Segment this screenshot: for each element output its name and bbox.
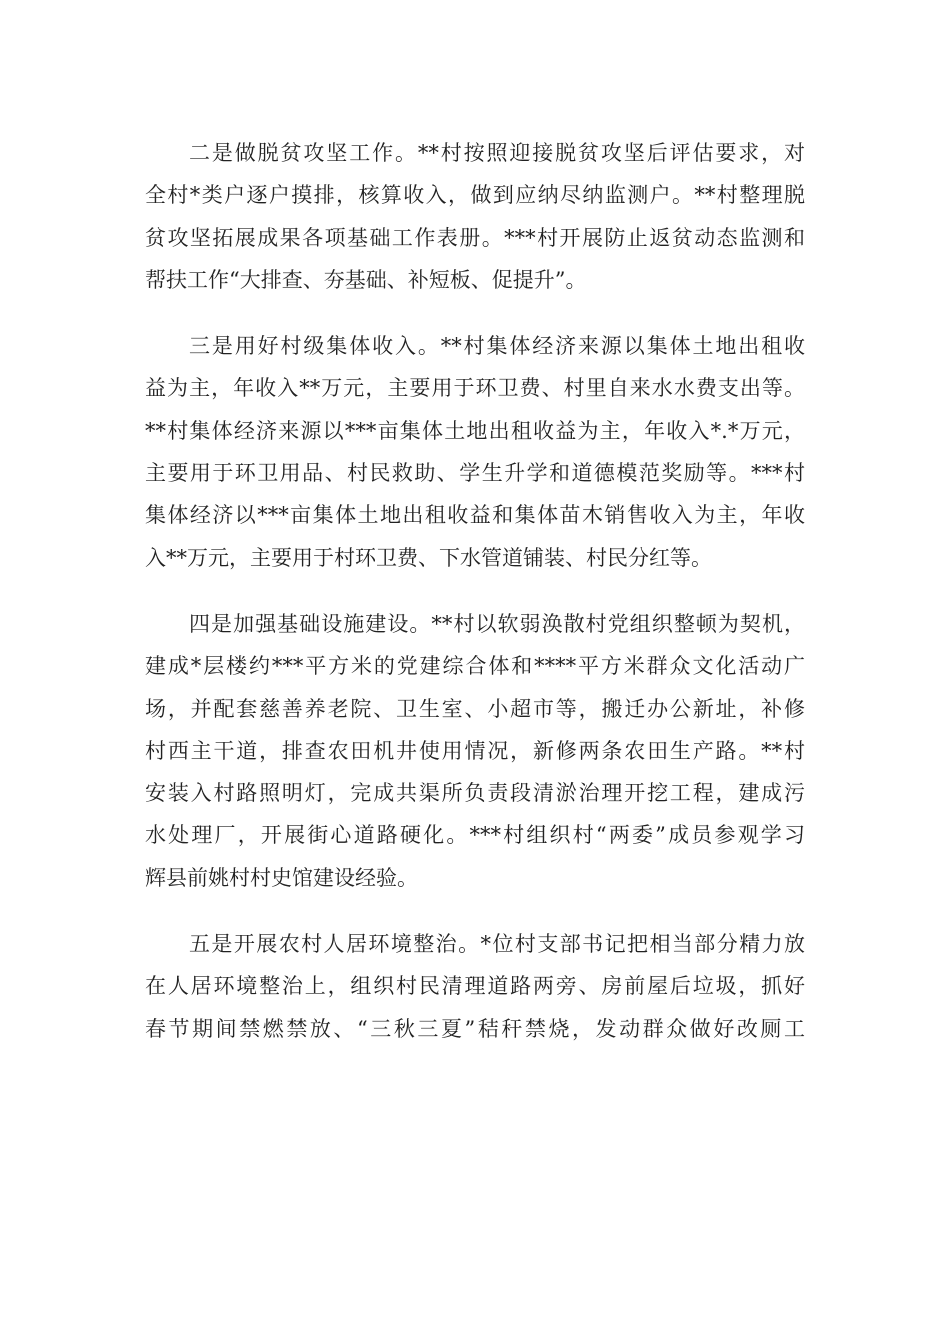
text-line: 水处理厂，开展街心道路硬化。***村组织村“两委”成员参观学习 xyxy=(145,823,805,848)
document-body xyxy=(145,132,805,1074)
text-line: 春节期间禁燃禁放、“三秋三夏”秸秆禁烧，发动群众做好改厕工 xyxy=(145,1016,805,1041)
paragraph-living-environment xyxy=(145,923,805,1050)
text-line: 贫攻坚拓展成果各项基础工作表册。***村开展防止返贫动态监测和 xyxy=(145,225,805,250)
text-line: 五是开展农村人居环境整治。*位村支部书记把相当部分精力放 xyxy=(189,932,805,957)
text-line: 三是用好村级集体收入。**村集体经济来源以集体土地出租收 xyxy=(189,334,805,359)
text-line: 益为主，年收入**万元，主要用于环卫费、村里自来水水费支出等。 xyxy=(145,376,805,401)
text-line: **村集体经济来源以***亩集体土地出租收益为主，年收入*.*万元， xyxy=(145,418,805,443)
text-line: 建成*层楼约***平方米的党建综合体和****平方米群众文化活动广 xyxy=(145,654,805,679)
paragraph-collective-income xyxy=(145,325,805,579)
text-line: 四是加强基础设施建设。**村以软弱涣散村党组织整顿为契机， xyxy=(189,611,805,636)
text-line: 村西主干道，排查农田机井使用情况，新修两条农田生产路。**村 xyxy=(145,738,805,763)
text-line: 在人居环境整治上，组织村民清理道路两旁、房前屋后垃圾，抓好 xyxy=(145,974,805,999)
text-line: 入**万元，主要用于村环卫费、下水管道铺装、村民分红等。 xyxy=(145,545,712,570)
text-line: 主要用于环卫用品、村民救助、学生升学和道德模范奖励等。***村 xyxy=(145,461,805,486)
text-line: 全村*类户逐户摸排，核算收入，做到应纳尽纳监测户。**村整理脱 xyxy=(145,183,805,208)
text-line: 安装入村路照明灯，完成共渠所负责段清淤治理开挖工程，建成污 xyxy=(145,781,805,806)
text-line: 场，并配套慈善养老院、卫生室、小超市等，搬迁办公新址，补修 xyxy=(145,696,805,721)
paragraph-infrastructure xyxy=(145,603,805,899)
text-line: 二是做脱贫攻坚工作。**村按照迎接脱贫攻坚后评估要求，对 xyxy=(189,141,805,165)
text-line: 集体经济以***亩集体土地出租收益和集体苗木销售收入为主，年收 xyxy=(145,503,805,528)
text-line: 辉县前姚村村史馆建设经验。 xyxy=(145,865,418,890)
text-line: 帮扶工作“大排查、夯基础、补短板、促提升”。 xyxy=(145,267,587,292)
paragraph-poverty-alleviation xyxy=(145,132,805,301)
